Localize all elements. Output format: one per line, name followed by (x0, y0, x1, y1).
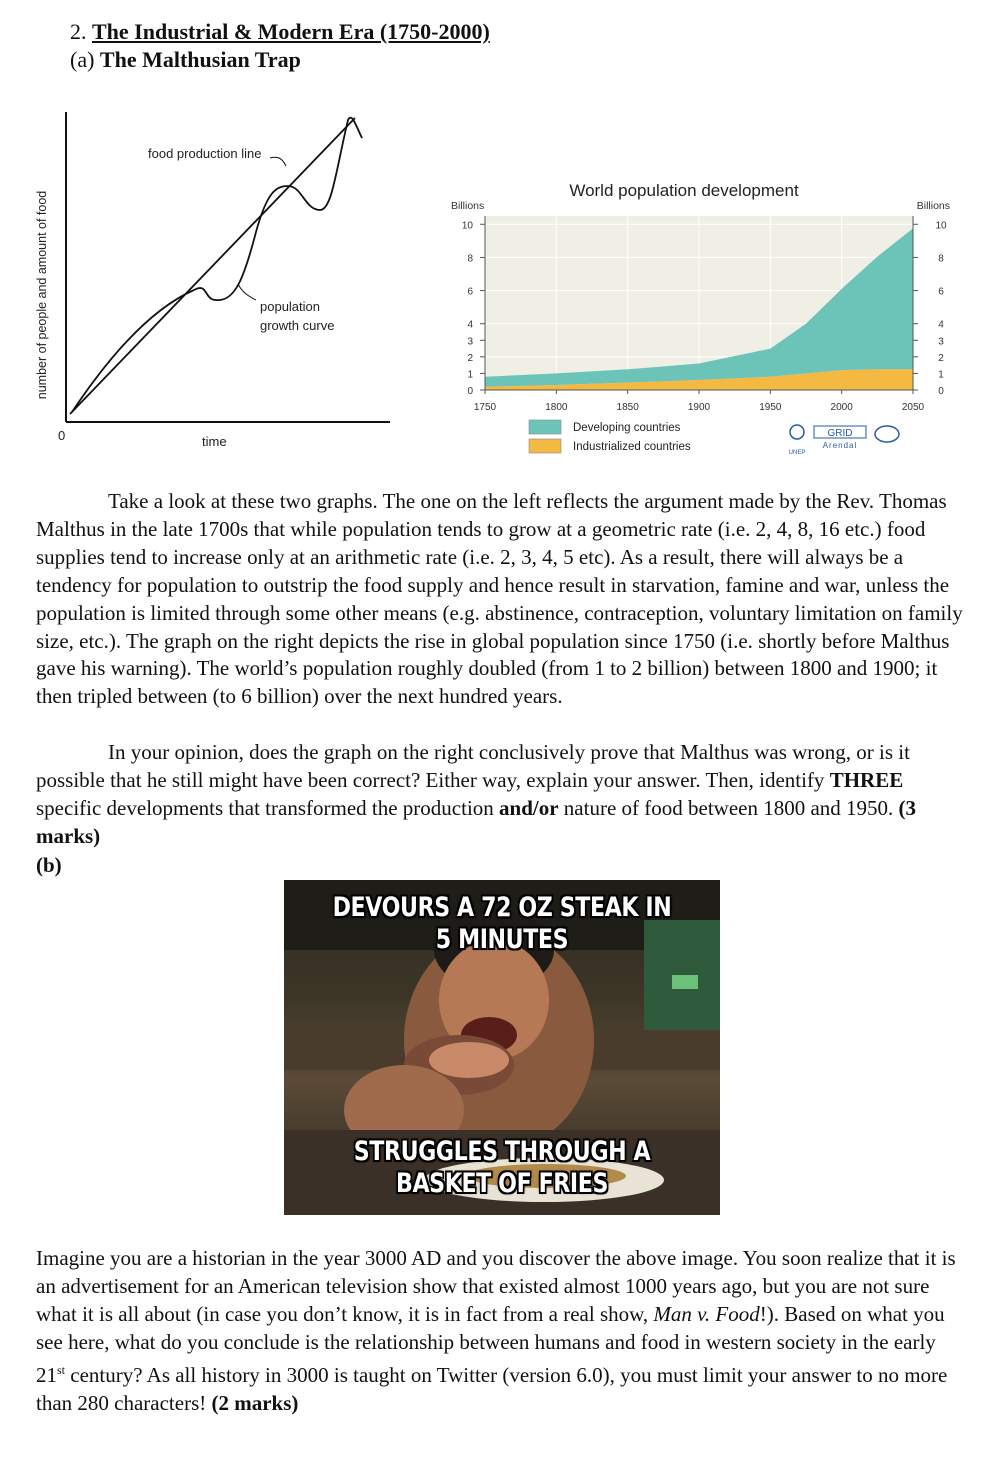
right-tick-label: 4 (938, 319, 944, 331)
x-tick-label: 1850 (616, 402, 639, 413)
subsection-heading (70, 46, 301, 74)
legend-swatch-developing (529, 420, 561, 434)
show-title: Man v. Food (653, 1301, 760, 1326)
left-tick-label: 3 (467, 336, 473, 348)
chart-title: World population development (569, 181, 799, 200)
population-label-line1: population (260, 299, 320, 314)
legend-label-industrialized: Industrialized countries (573, 441, 691, 453)
right-axis-unit: Billions (916, 200, 950, 212)
question-a-text-2: specific developments that transformed the production (36, 795, 500, 820)
section-number: 2. (70, 19, 87, 44)
meme-bottom-caption: STRUGGLES THROUGH A BASKET OF FRIES (353, 1136, 651, 1199)
arendal-label: Arendal (822, 441, 858, 450)
left-tick-label: 2 (467, 352, 473, 364)
meme-image (284, 880, 720, 1215)
right-tick-label: 2 (938, 352, 944, 364)
x-tick-label: 1900 (687, 402, 711, 413)
x-tick-label: 1950 (759, 402, 782, 413)
question-b-text-2: !). Based on what you see here, what do you conclude is the relationship between humans and food in western society in the early 21 (36, 1301, 945, 1387)
left-axis-unit: Billions (451, 200, 485, 212)
right-tick-label: 10 (935, 220, 947, 232)
population-label-line2: growth curve (260, 318, 335, 333)
question-a-paragraph (36, 739, 966, 851)
section-heading (70, 18, 490, 46)
right-tick-label: 3 (938, 336, 944, 348)
section-title: The Industrial & Modern Era (1750-2000) (92, 19, 490, 44)
origin-label: 0 (58, 428, 66, 443)
question-a-marks: (3 marks) (36, 795, 917, 848)
ordinal-suffix: st (57, 1362, 66, 1377)
question-a-emphasis-andor: and/or (499, 795, 559, 820)
x-axis-label: time (202, 434, 227, 449)
question-b-marks: (2 marks) (211, 1390, 299, 1415)
question-b-text-3: century? As all history in 3000 is taught on Twitter (version 6.0), you must limit your answer to no more than 280 characters! (36, 1362, 948, 1415)
right-tick-label: 6 (938, 286, 944, 298)
question-a-emphasis-three: THREE (829, 767, 904, 792)
population-curve-pointer (238, 284, 256, 300)
unep-label: UNEP (788, 450, 806, 456)
subsection-letter: (a) (70, 47, 95, 72)
left-tick-label: 4 (467, 319, 473, 331)
intro-paragraph: Take a look at these two graphs. The one on the left reflects the argument made by the Rev. Thomas Malthus in the late 1700s that while population tends to grow at a geometric rate (i.e. 2, 4, 8, 16 etc.) food supplies tend to increase only at an arithmetic rate (i.e. 2, 3, 4, 5 etc). As a result, there will always be a tendency for population to outstrip the food supply and hence result in starvation, famine and war, unless the population is limited through some other means (e.g. abstinence, contraception, voluntary limitation on family size, etc.). The graph on the right depicts the rise in global population since 1750 (i.e. shortly before Malthus gave his warning). The world’s population roughly doubled (from 1 to 2 billion) between 1800 and 1900; it then tripled between (to 6 billion) over the next hundred years. (36, 489, 963, 709)
meme-top-caption: DEVOURS A 72 OZ STEAK IN 5 MINUTES (332, 892, 672, 955)
x-tick-label: 2000 (830, 402, 853, 413)
plot-area (485, 216, 913, 390)
left-tick-label: 6 (467, 286, 473, 298)
grid-logo-text: GRID (827, 428, 853, 439)
legend-label-developing: Developing countries (573, 422, 681, 434)
food-line-pointer (270, 157, 286, 166)
question-a-text-1: In your opinion, does the graph on the right conclusively prove that Malthus was wrong, or is it possible that he still might have been correct? Either way, explain your answer. Then, identify (36, 740, 910, 792)
food-line-label: food production line (148, 146, 262, 161)
question-a-text-3: nature of food between 1800 and 1950. (558, 795, 899, 820)
subsection-title: The Malthusian Trap (99, 47, 301, 72)
legend-swatch-industrialized (529, 439, 561, 453)
subsection-b-label: (b) (36, 853, 62, 877)
x-tick-label: 2050 (901, 402, 925, 413)
right-tick-label: 1 (938, 369, 944, 381)
malthus-graph (30, 100, 390, 460)
left-tick-label: 8 (467, 253, 473, 265)
right-tick-label: 8 (938, 253, 944, 265)
x-tick-label: 1750 (473, 402, 497, 413)
question-b-text-1: Imagine you are a historian in the year 3000 AD and you discover the above image. You soon realize that it is an advertisement for an American television show that existed almost 1000 years ago, but you are not sure what it is all about (in case you don’t know, it is in fact from a real show, (36, 1246, 956, 1326)
x-tick-label: 1800 (545, 402, 568, 413)
food-production-line (70, 118, 355, 414)
left-tick-label: 0 (467, 386, 473, 397)
left-tick-label: 10 (461, 220, 473, 232)
right-tick-label: 0 (938, 386, 944, 397)
left-tick-label: 1 (467, 369, 473, 381)
y-axis-label: number of people and amount of food (35, 190, 49, 400)
question-b-paragraph (36, 1245, 966, 1417)
world-population-chart (445, 168, 960, 456)
